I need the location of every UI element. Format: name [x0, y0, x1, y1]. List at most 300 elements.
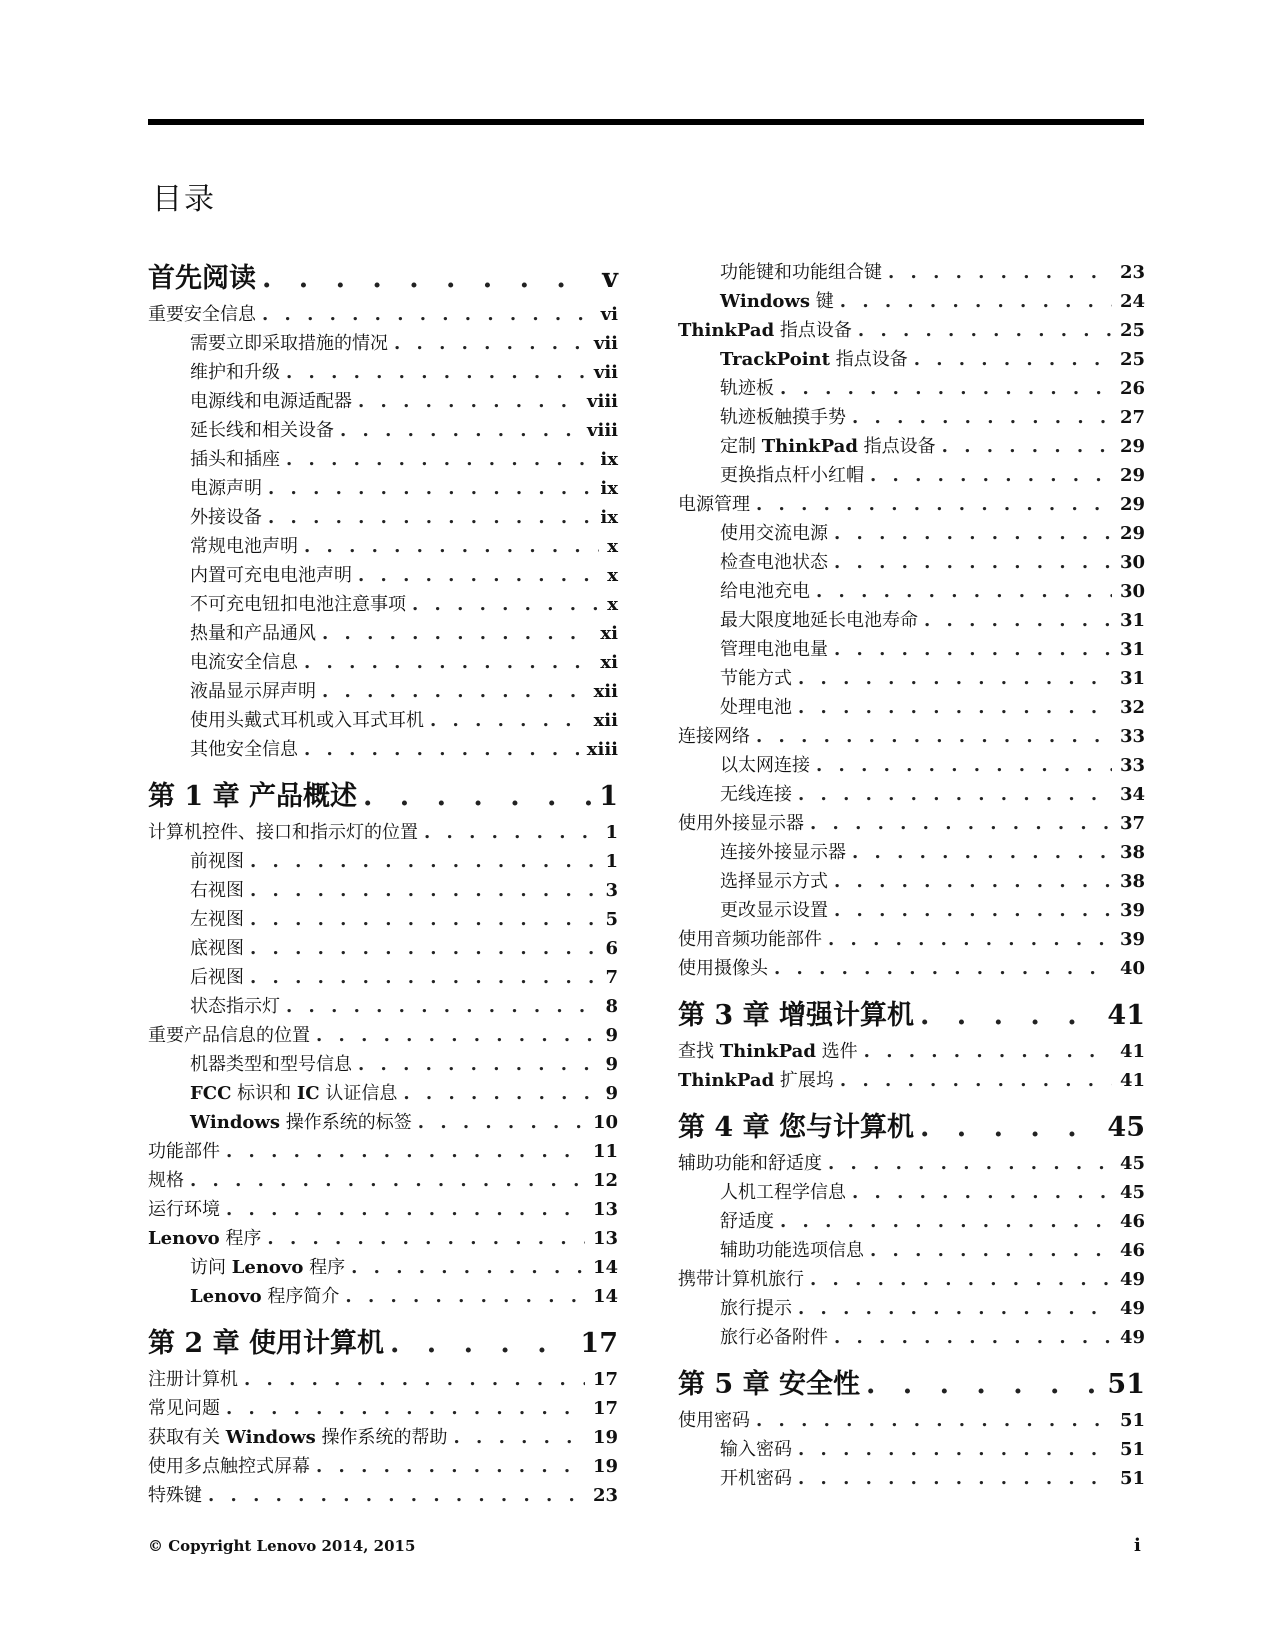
toc-entry-label: 处理电池 [720, 697, 792, 718]
dot-leader [286, 992, 597, 1021]
toc-entry-label: Windows 操作系统的标签 [190, 1112, 412, 1133]
dot-leader [430, 706, 586, 735]
toc-entry-page: 9 [605, 1025, 618, 1046]
footer-copyright: © Copyright Lenovo 2014, 2015 [148, 1537, 416, 1555]
toc-entry-label: 输入密码 [720, 1439, 792, 1460]
toc-entry-label: 第 4 章 您与计算机 [678, 1112, 914, 1143]
toc-entry-page: 25 [1119, 349, 1145, 370]
toc-entry-page: xi [600, 652, 618, 673]
toc-entry[interactable] [678, 1406, 1145, 1435]
toc-entry-label: 连接网络 [678, 726, 750, 747]
dot-leader [840, 1066, 1112, 1095]
toc-entry-page: 19 [592, 1427, 618, 1448]
dot-leader [322, 619, 592, 648]
toc-entry-label: 功能键和功能组合键 [720, 262, 882, 283]
dot-leader [924, 606, 1112, 635]
toc-entry-page: 6 [605, 938, 618, 959]
dot-leader [870, 1236, 1112, 1265]
dot-leader [250, 905, 597, 934]
dot-leader [828, 1149, 1112, 1178]
dot-leader [268, 474, 592, 503]
dot-leader [424, 818, 597, 847]
toc-entry[interactable] [148, 818, 618, 847]
dot-leader [267, 1224, 585, 1253]
dot-leader [268, 503, 592, 532]
toc-entry-page: 14 [592, 1257, 618, 1278]
toc-entry-page: 3 [605, 880, 618, 901]
toc-entry-page: 51 [1119, 1410, 1145, 1431]
toc-entry-label: 重要产品信息的位置 [148, 1025, 310, 1046]
toc-entry-page: 31 [1119, 668, 1145, 689]
dot-leader [286, 445, 592, 474]
toc-entry[interactable] [148, 503, 618, 532]
toc-entry[interactable] [678, 954, 1145, 983]
dot-leader [834, 519, 1112, 548]
toc-right-column [678, 258, 1145, 1493]
toc-entry[interactable] [148, 590, 618, 619]
toc-entry-page: 24 [1119, 291, 1145, 312]
dot-leader [798, 780, 1112, 809]
toc-entry-page: xiii [586, 739, 618, 760]
dot-leader [866, 1364, 1099, 1406]
toc-entry-page: x [607, 594, 618, 615]
toc-entry-label: 底视图 [190, 938, 244, 959]
dot-leader [304, 735, 579, 764]
dot-leader [250, 847, 597, 876]
toc-entry-page: 31 [1119, 610, 1145, 631]
toc-entry-label: 延长线和相关设备 [190, 420, 334, 441]
toc-entry[interactable] [148, 387, 618, 416]
toc-entry-page: 51 [1119, 1468, 1145, 1489]
toc-entry-label: 电源管理 [678, 494, 750, 515]
toc-entry-page: vi [600, 304, 618, 325]
toc-entry-label: 第 3 章 增强计算机 [678, 1000, 914, 1031]
toc-entry-label: 计算机控件、接口和指示灯的位置 [148, 822, 418, 843]
toc-entry[interactable] [148, 1452, 618, 1481]
toc-entry[interactable] [678, 403, 1145, 432]
toc-entry-label: 使用音频功能部件 [678, 929, 822, 950]
toc-entry[interactable] [148, 1423, 618, 1452]
toc-entry[interactable] [148, 1108, 618, 1137]
toc-entry-page: vii [593, 362, 618, 383]
toc-entry-label: 需要立即采取措施的情况 [190, 333, 388, 354]
toc-entry[interactable] [678, 635, 1145, 664]
dot-leader [834, 635, 1112, 664]
toc-entry[interactable] [678, 780, 1145, 809]
dot-leader [828, 925, 1112, 954]
toc-entry-label: 前视图 [190, 851, 244, 872]
dot-leader [756, 490, 1112, 519]
toc-entry[interactable] [678, 1323, 1145, 1352]
toc-entry-label: 机器类型和型号信息 [190, 1054, 352, 1075]
toc-entry[interactable] [678, 751, 1145, 780]
dot-leader [810, 1265, 1112, 1294]
toc-entry-page: 8 [605, 996, 618, 1017]
toc-entry-page: 17 [592, 1369, 618, 1390]
toc-entry-label: 携带计算机旅行 [678, 1269, 804, 1290]
dot-leader [351, 1253, 585, 1282]
toc-entry-page: 7 [605, 967, 618, 988]
toc-entry-label: 使用外接显示器 [678, 813, 804, 834]
toc-entry-label: 首先阅读 [148, 263, 256, 294]
dot-leader [816, 577, 1112, 606]
dot-leader [920, 995, 1099, 1037]
toc-entry-label: 获取有关 Windows 操作系统的帮助 [148, 1427, 448, 1448]
toc-entry-page: 9 [605, 1083, 618, 1104]
toc-entry[interactable] [148, 1365, 618, 1394]
toc-chapter-entry[interactable] [148, 258, 618, 300]
toc-entry-label: 规格 [148, 1170, 184, 1191]
dot-leader [852, 838, 1112, 867]
toc-entry-page: 41 [1119, 1041, 1145, 1062]
dot-leader [244, 1365, 585, 1394]
toc-entry-label: 特殊键 [148, 1485, 202, 1506]
toc-entry[interactable] [678, 1178, 1145, 1207]
toc-entry[interactable] [148, 1195, 618, 1224]
toc-entry-label: 常见问题 [148, 1398, 220, 1419]
dot-leader [250, 876, 597, 905]
toc-entry[interactable] [678, 809, 1145, 838]
toc-entry-page: 45 [1119, 1153, 1145, 1174]
dot-leader [780, 1207, 1112, 1236]
dot-leader [840, 287, 1112, 316]
toc-entry-page: 39 [1119, 929, 1145, 950]
toc-entry-page: ix [600, 478, 618, 499]
toc-entry-page: 33 [1119, 755, 1145, 776]
page-title: 目录 [152, 182, 216, 217]
toc-entry-page: 38 [1119, 871, 1145, 892]
toc-entry-page: 40 [1119, 958, 1145, 979]
toc-entry[interactable] [678, 548, 1145, 577]
toc-entry-page: 17 [592, 1398, 618, 1419]
toc-entry-page: 1 [605, 851, 618, 872]
toc-entry[interactable] [148, 1481, 618, 1510]
toc-entry[interactable] [148, 474, 618, 503]
toc-entry-label: 定制 ThinkPad 指点设备 [720, 436, 936, 457]
dot-leader [262, 300, 593, 329]
dot-leader [888, 258, 1112, 287]
toc-entry[interactable] [678, 722, 1145, 751]
toc-chapter-entry[interactable] [148, 1323, 618, 1365]
toc-entry-page: ix [600, 449, 618, 470]
toc-entry[interactable] [148, 1137, 618, 1166]
toc-entry[interactable] [678, 519, 1145, 548]
toc-entry-page: 45 [1107, 1112, 1145, 1143]
toc-entry-label: 常规电池声明 [190, 536, 298, 557]
toc-entry-label: 插头和插座 [190, 449, 280, 470]
toc-entry-page: v [602, 263, 618, 294]
dot-leader [316, 1021, 597, 1050]
toc-entry-page: 49 [1119, 1298, 1145, 1319]
toc-entry-page: 39 [1119, 900, 1145, 921]
toc-entry[interactable] [678, 1037, 1145, 1066]
toc-entry-page: viii [587, 391, 618, 412]
toc-entry-label: 电源线和电源适配器 [190, 391, 352, 412]
toc-entry-page: x [607, 565, 618, 586]
toc-entry[interactable] [148, 619, 618, 648]
toc-entry-page: 27 [1119, 407, 1145, 428]
toc-entry-label: ThinkPad 扩展坞 [678, 1070, 834, 1091]
dot-leader [852, 403, 1112, 432]
toc-entry[interactable] [678, 693, 1145, 722]
toc-entry[interactable] [678, 1149, 1145, 1178]
dot-leader [914, 345, 1112, 374]
toc-entry[interactable] [148, 677, 618, 706]
dot-leader [286, 358, 586, 387]
dot-leader [358, 387, 579, 416]
toc-entry-page: 11 [592, 1141, 618, 1162]
toc-entry-page: 49 [1119, 1327, 1145, 1348]
dot-leader [345, 1282, 585, 1311]
dot-leader [920, 1107, 1099, 1149]
toc-entry[interactable] [678, 838, 1145, 867]
toc-entry-page: 12 [592, 1170, 618, 1191]
toc-entry[interactable] [148, 735, 618, 764]
toc-entry[interactable] [678, 1066, 1145, 1095]
toc-entry[interactable] [678, 664, 1145, 693]
dot-leader [942, 432, 1112, 461]
toc-entry-label: 使用密码 [678, 1410, 750, 1431]
toc-entry-label: 注册计算机 [148, 1369, 238, 1390]
toc-entry[interactable] [678, 925, 1145, 954]
toc-entry-label: 电流安全信息 [190, 652, 298, 673]
toc-left-column [148, 258, 618, 1510]
dot-leader [756, 722, 1112, 751]
toc-entry[interactable] [148, 934, 618, 963]
toc-entry-label: 更换指点杆小红帽 [720, 465, 864, 486]
toc-entry[interactable] [148, 1166, 618, 1195]
dot-leader [208, 1481, 585, 1510]
dot-leader [418, 1108, 585, 1137]
toc-entry[interactable] [148, 648, 618, 677]
toc-entry-label: 旅行必备附件 [720, 1327, 828, 1348]
toc-entry[interactable] [148, 1394, 618, 1423]
toc-entry[interactable] [678, 490, 1145, 519]
toc-entry-page: 25 [1119, 320, 1145, 341]
toc-entry-label: 左视图 [190, 909, 244, 930]
dot-leader [250, 963, 597, 992]
toc-entry-page: 33 [1119, 726, 1145, 747]
dot-leader [226, 1394, 585, 1423]
toc-entry-page: 51 [1119, 1439, 1145, 1460]
toc-entry-page: 23 [1119, 262, 1145, 283]
toc-entry-label: 以太网连接 [720, 755, 810, 776]
toc-entry-label: 其他安全信息 [190, 739, 298, 760]
toc-entry-page: 1 [599, 781, 618, 812]
toc-entry[interactable] [148, 706, 618, 735]
toc-entry-label: Lenovo 程序简介 [190, 1286, 340, 1307]
toc-entry[interactable] [148, 1079, 618, 1108]
toc-entry-label: Lenovo 程序 [148, 1228, 262, 1249]
toc-entry[interactable] [678, 867, 1145, 896]
dot-leader [834, 896, 1112, 925]
toc-entry-page: 29 [1119, 494, 1145, 515]
toc-entry[interactable] [678, 1265, 1145, 1294]
toc-entry-label: 重要安全信息 [148, 304, 256, 325]
toc-entry[interactable] [148, 329, 618, 358]
dot-leader [394, 329, 586, 358]
toc-entry-label: 使用多点触控式屏幕 [148, 1456, 310, 1477]
toc-entry[interactable] [678, 432, 1145, 461]
dot-leader [798, 1435, 1112, 1464]
toc-entry[interactable] [678, 896, 1145, 925]
toc-entry-page: 41 [1107, 1000, 1145, 1031]
footer-page-number: i [1134, 1535, 1141, 1556]
toc-entry-page: 23 [592, 1485, 618, 1506]
dot-leader [810, 809, 1112, 838]
toc-entry-label: 旅行提示 [720, 1298, 792, 1319]
toc-entry[interactable] [148, 992, 618, 1021]
toc-entry[interactable] [148, 416, 618, 445]
toc-entry-label: 给电池充电 [720, 581, 810, 602]
toc-entry-label: 第 2 章 使用计算机 [148, 1328, 384, 1359]
toc-entry-label: 轨迹板 [720, 378, 774, 399]
toc-entry-label: 舒适度 [720, 1211, 774, 1232]
toc-chapter-entry[interactable] [678, 1107, 1145, 1149]
toc-entry-page: 37 [1119, 813, 1145, 834]
toc-entry-page: 46 [1119, 1240, 1145, 1261]
toc-entry[interactable] [678, 374, 1145, 403]
toc-entry-label: 使用头戴式耳机或入耳式耳机 [190, 710, 424, 731]
toc-entry[interactable] [678, 1236, 1145, 1265]
toc-entry-page: 34 [1119, 784, 1145, 805]
toc-entry-page: xii [593, 681, 618, 702]
dot-leader [834, 867, 1112, 896]
toc-entry-page: 49 [1119, 1269, 1145, 1290]
toc-entry-label: TrackPoint 指点设备 [720, 349, 908, 370]
toc-entry-label: 辅助功能和舒适度 [678, 1153, 822, 1174]
dot-leader [363, 776, 591, 818]
toc-entry[interactable] [678, 577, 1145, 606]
toc-entry-label: 右视图 [190, 880, 244, 901]
toc-entry-page: ix [600, 507, 618, 528]
toc-entry-label: 第 5 章 安全性 [678, 1369, 860, 1400]
toc-entry[interactable] [148, 358, 618, 387]
toc-chapter-entry[interactable] [148, 776, 618, 818]
toc-entry-label: 后视图 [190, 967, 244, 988]
toc-entry[interactable] [678, 1207, 1145, 1236]
toc-entry-label: 功能部件 [148, 1141, 220, 1162]
dot-leader [226, 1137, 585, 1166]
toc-entry-label: 人机工程学信息 [720, 1182, 846, 1203]
toc-entry-page: xi [600, 623, 618, 644]
toc-entry[interactable] [678, 258, 1145, 287]
toc-entry-page: 1 [605, 822, 618, 843]
dot-leader [798, 1464, 1112, 1493]
dot-leader [852, 1178, 1112, 1207]
toc-entry-label: 外接设备 [190, 507, 262, 528]
toc-entry-label: 热量和产品通风 [190, 623, 316, 644]
toc-entry-page: xii [593, 710, 618, 731]
toc-entry-page: 31 [1119, 639, 1145, 660]
toc-entry-page: 29 [1119, 436, 1145, 457]
toc-entry-label: 开机密码 [720, 1468, 792, 1489]
toc-entry-page: 46 [1119, 1211, 1145, 1232]
dot-leader [304, 532, 599, 561]
toc-entry[interactable] [148, 847, 618, 876]
dot-leader [403, 1079, 597, 1108]
dot-leader [358, 1050, 597, 1079]
toc-entry[interactable] [148, 1282, 618, 1311]
toc-entry[interactable] [148, 1224, 618, 1253]
dot-leader [834, 1323, 1112, 1352]
dot-leader [870, 461, 1112, 490]
toc-entry-label: 检查电池状态 [720, 552, 828, 573]
toc-entry[interactable] [148, 876, 618, 905]
toc-entry-label: 无线连接 [720, 784, 792, 805]
toc-entry-label: 使用摄像头 [678, 958, 768, 979]
toc-entry-page: 13 [592, 1199, 618, 1220]
toc-entry[interactable] [678, 1464, 1145, 1493]
toc-entry-page: 14 [592, 1286, 618, 1307]
toc-entry[interactable] [678, 1294, 1145, 1323]
dot-leader [250, 934, 597, 963]
toc-entry-label: 轨迹板触摸手势 [720, 407, 846, 428]
dot-leader [390, 1323, 572, 1365]
toc-entry[interactable] [148, 905, 618, 934]
dot-leader [358, 561, 599, 590]
toc-entry[interactable] [148, 300, 618, 329]
toc-entry-page: 32 [1119, 697, 1145, 718]
dot-leader [858, 316, 1112, 345]
toc-entry-page: 10 [592, 1112, 618, 1133]
dot-leader [190, 1166, 585, 1195]
dot-leader [304, 648, 592, 677]
dot-leader [322, 677, 586, 706]
toc-entry-page: 29 [1119, 465, 1145, 486]
toc-entry[interactable] [148, 1050, 618, 1079]
dot-leader [864, 1037, 1112, 1066]
toc-entry-label: 查找 ThinkPad 选件 [678, 1041, 858, 1062]
toc-entry-label: 维护和升级 [190, 362, 280, 383]
toc-entry-label: 更改显示设置 [720, 900, 828, 921]
toc-entry[interactable] [678, 316, 1145, 345]
toc-entry[interactable] [678, 606, 1145, 635]
toc-chapter-entry[interactable] [678, 1364, 1145, 1406]
toc-entry-label: 运行环境 [148, 1199, 220, 1220]
toc-entry[interactable] [148, 1021, 618, 1050]
toc-entry-page: 45 [1119, 1182, 1145, 1203]
toc-entry[interactable] [148, 963, 618, 992]
toc-entry[interactable] [678, 287, 1145, 316]
toc-entry-page: 29 [1119, 523, 1145, 544]
toc-entry[interactable] [148, 532, 618, 561]
dot-leader [780, 374, 1112, 403]
toc-entry-page: 30 [1119, 581, 1145, 602]
toc-entry-page: 19 [592, 1456, 618, 1477]
toc-entry-label: 选择显示方式 [720, 871, 828, 892]
toc-entry[interactable] [678, 1435, 1145, 1464]
toc-entry-label: 电源声明 [190, 478, 262, 499]
dot-leader [816, 751, 1112, 780]
toc-chapter-entry[interactable] [678, 995, 1145, 1037]
toc-entry[interactable] [148, 561, 618, 590]
dot-leader [834, 548, 1112, 577]
toc-entry-page: 5 [605, 909, 618, 930]
toc-entry-label: 访问 Lenovo 程序 [190, 1257, 346, 1278]
toc-entry[interactable] [148, 1253, 618, 1282]
toc-entry-page: 9 [605, 1054, 618, 1075]
toc-entry-label: 状态指示灯 [190, 996, 280, 1017]
toc-entry[interactable] [148, 445, 618, 474]
toc-entry-page: 38 [1119, 842, 1145, 863]
toc-entry-page: 51 [1107, 1369, 1145, 1400]
toc-entry-page: 30 [1119, 552, 1145, 573]
toc-entry-label: 管理电池电量 [720, 639, 828, 660]
dot-leader [316, 1452, 585, 1481]
toc-entry[interactable] [678, 461, 1145, 490]
toc-entry[interactable] [678, 345, 1145, 374]
